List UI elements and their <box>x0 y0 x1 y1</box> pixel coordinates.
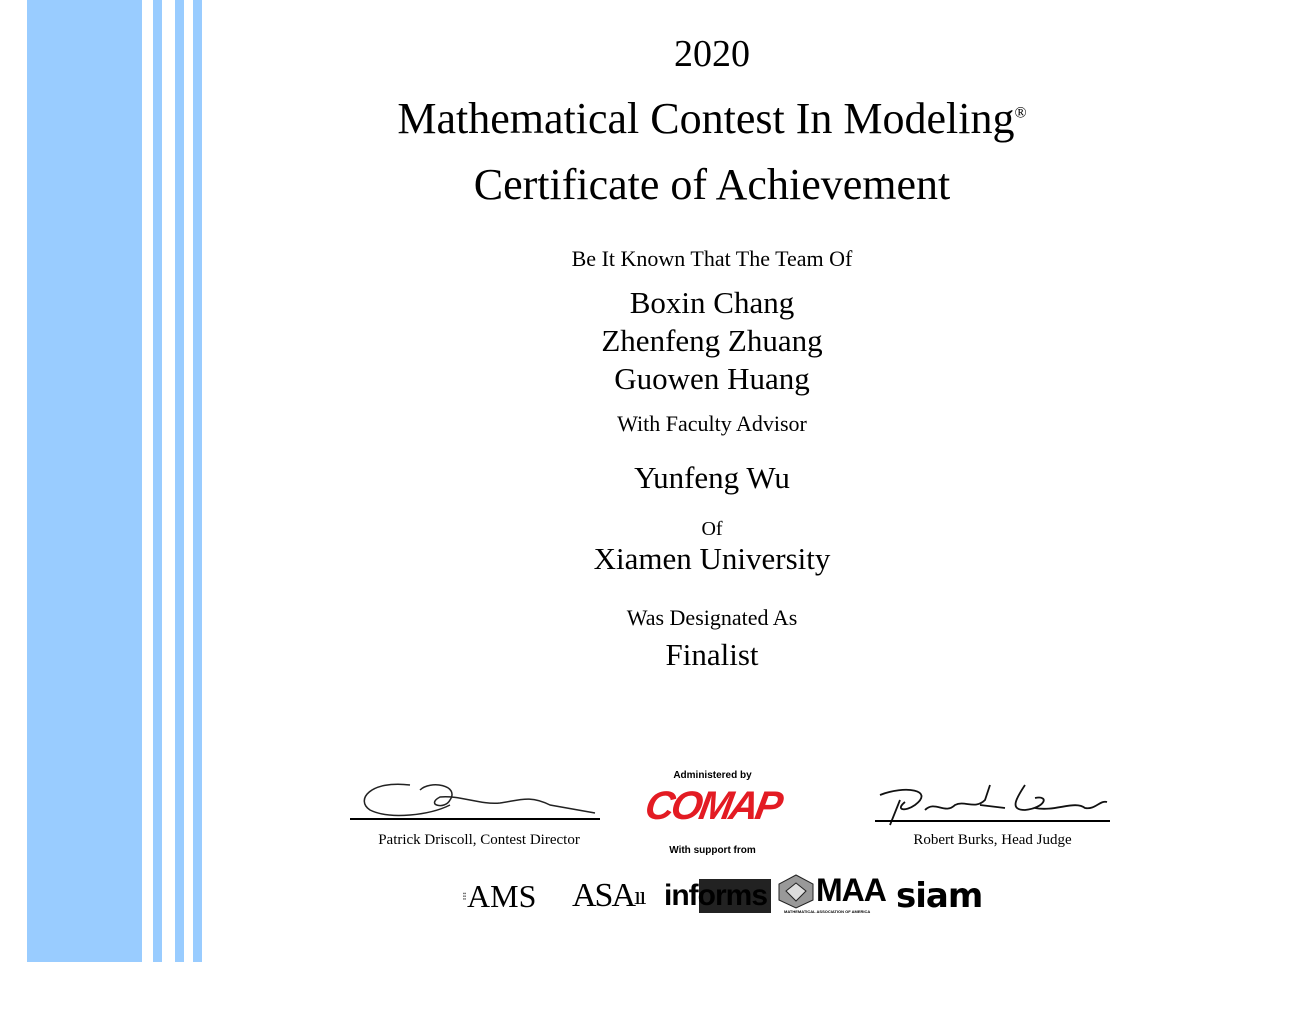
maa-polyhedron-icon <box>776 873 816 909</box>
certificate-title: Certificate of Achievement <box>473 160 951 209</box>
of-label: Of <box>701 518 723 540</box>
signature-burks <box>875 780 1110 830</box>
maa-text: MAA <box>816 872 886 908</box>
director-caption: Patrick Driscoll, Contest Director <box>378 832 580 848</box>
maa-fullname: MATHEMATICAL ASSOCIATION OF AMERICA <box>784 909 871 914</box>
registered-mark: ® <box>1014 104 1027 122</box>
team-member: Zhenfeng Zhuang <box>601 323 823 358</box>
judge-caption: Robert Burks, Head Judge <box>913 832 1072 848</box>
advisor-label: With Faculty Advisor <box>617 411 807 436</box>
administered-by-label: Administered by <box>673 770 752 781</box>
contest-name <box>362 93 1062 144</box>
support-label: With support from <box>669 845 756 856</box>
ams-dots-icon: ⁝⁝ <box>462 890 465 903</box>
decorative-stripe <box>27 0 142 962</box>
signature-line <box>875 820 1110 822</box>
decorative-stripe <box>153 0 162 962</box>
maa-logo <box>776 872 886 920</box>
decorative-stripe <box>175 0 184 962</box>
informs-text: informs <box>660 879 771 913</box>
comap-logo: COMAP <box>641 784 784 828</box>
year: 2020 <box>674 33 750 75</box>
institution: Xiamen University <box>593 541 831 576</box>
team-member: Boxin Chang <box>629 285 795 320</box>
team-list <box>362 284 1062 398</box>
designation-label: Was Designated As <box>626 605 798 630</box>
asa-logo: ASA ıı <box>572 877 645 914</box>
intro-text: Be It Known That The Team Of <box>571 246 853 271</box>
ams-logo <box>462 872 536 920</box>
siam-logo <box>896 872 982 920</box>
contest-title: Mathematical Contest In Modeling <box>397 94 1015 143</box>
signature-line <box>350 818 600 820</box>
decorative-stripe <box>193 0 202 962</box>
siam-text: siam <box>896 876 983 916</box>
asa-text: ASA <box>572 877 635 914</box>
advisor-name: Yunfeng Wu <box>634 460 790 495</box>
designation: Finalist <box>665 637 759 672</box>
team-member: Guowen Huang <box>614 361 810 396</box>
ams-text: AMS <box>467 877 537 914</box>
informs-logo <box>660 872 771 920</box>
